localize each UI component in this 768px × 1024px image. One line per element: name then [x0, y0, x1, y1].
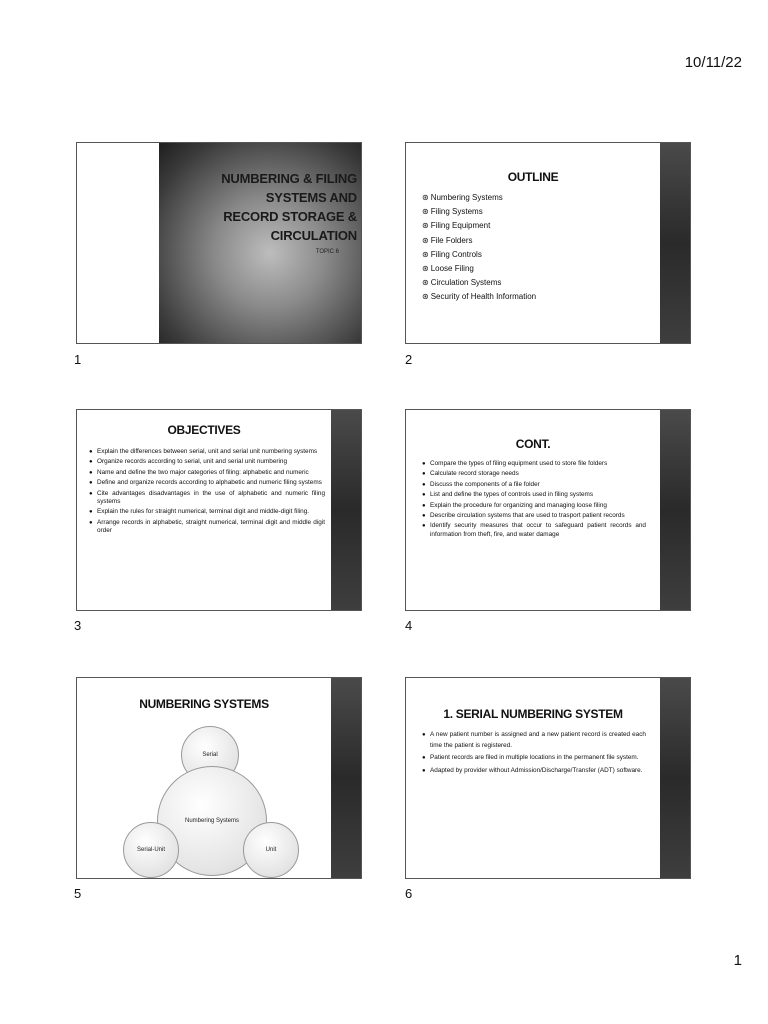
bullet-icon: ●: [422, 461, 426, 467]
list-item: [89, 519, 325, 535]
list-item-text: Filing Controls: [430, 249, 482, 259]
bullet-icon: ●: [422, 755, 426, 762]
circled-bullet-icon: ⊛: [422, 221, 429, 231]
diagram-circle-bottom-left: [123, 822, 179, 878]
slide-side-bar: [331, 410, 361, 610]
serial-list: [422, 730, 646, 779]
list-item-text: Adapted by provider without Admission/Discharge/Transfer (ADT) software.: [430, 766, 643, 774]
list-item-text: Describe circulation systems that are used to trasport patient records: [430, 511, 625, 519]
circled-bullet-icon: ⊛: [422, 235, 429, 245]
circled-bullet-icon: ⊛: [422, 193, 429, 202]
list-item: [422, 290, 536, 304]
bullet-icon: ●: [89, 519, 93, 526]
list-item: [422, 191, 536, 205]
list-item: [89, 469, 325, 477]
list-item: [422, 234, 536, 248]
list-item-text: Filing Systems: [430, 207, 483, 217]
list-item-text: Patient records are filed in multiple locations in the permanent file system.: [430, 754, 639, 762]
list-item-text: Loose Filing: [430, 264, 474, 274]
list-item: [422, 205, 536, 219]
cont-list: [422, 460, 646, 541]
list-item: [422, 470, 646, 478]
slide-2-title: OUTLINE: [507, 170, 559, 184]
bullet-icon: ●: [422, 471, 426, 478]
slide-side-bar: [331, 678, 361, 878]
slide-number: 2: [405, 352, 413, 367]
list-item-text: File Folders: [430, 235, 473, 245]
slide-1-title-line: SYSTEMS AND: [265, 190, 357, 205]
slide-5-title: NUMBERING SYSTEMS: [139, 697, 269, 711]
list-item-text: Identify security measures that occur to safeguard patient records and information from theft, fire, and water damage: [430, 522, 646, 538]
list-item-text: Numbering Systems: [430, 193, 503, 202]
list-item-text: Explain the procedure for organizing and managing loose filing: [430, 501, 607, 509]
slide-side-bar: [660, 678, 690, 878]
slide-1-subtitle: TOPIC 6: [315, 249, 339, 255]
slide-5: [76, 677, 362, 879]
slide-number: 1: [74, 352, 82, 367]
slide-1-title-line: CIRCULATION: [270, 228, 357, 243]
list-item-text: Name and define the two major categories of filing: alphabetic and numeric: [97, 468, 309, 476]
diagram-label: Serial-Unit: [136, 847, 165, 853]
circled-bullet-icon: ⊛: [422, 264, 429, 274]
slide-1-title: [167, 169, 357, 245]
slide-side-bar: [660, 410, 690, 610]
slide-1-title-line: NUMBERING & FILING: [221, 171, 357, 186]
bullet-icon: ●: [422, 523, 426, 530]
bullet-icon: ●: [89, 449, 93, 455]
circled-bullet-icon: ⊛: [422, 292, 429, 302]
list-item: [422, 766, 646, 777]
slide-number: 5: [74, 886, 82, 901]
diagram-label: Unit: [265, 847, 277, 853]
objectives-list: [89, 448, 325, 537]
slide-1-left-panel: [77, 143, 159, 343]
list-item-text: Compare the types of filing equipment used to store file folders: [430, 460, 608, 467]
slide-1-title-line: RECORD STORAGE &: [223, 209, 357, 224]
list-item: [422, 276, 536, 290]
list-item-text: Calculate record storage needs: [430, 470, 519, 478]
list-item: [422, 491, 646, 499]
circled-bullet-icon: ⊛: [422, 278, 429, 288]
list-item-text: Arrange records in alphabetic, straight numerical, terminal digit and middle digit order: [97, 518, 325, 534]
slide-3-title: OBJECTIVES: [167, 423, 241, 437]
list-item-text: Explain the differences between serial, unit and serial unit numbering systems: [97, 448, 318, 455]
slide-number: 6: [405, 886, 413, 901]
circled-bullet-icon: ⊛: [422, 207, 429, 217]
bullet-icon: ●: [89, 490, 93, 497]
list-item: [422, 481, 646, 489]
list-item: [89, 479, 325, 487]
circled-bullet-icon: ⊛: [422, 249, 429, 259]
slide-number: 3: [74, 618, 82, 633]
slide-side-bar: [660, 143, 690, 343]
list-item: [422, 753, 646, 764]
list-item: [89, 458, 325, 466]
bullet-icon: ●: [422, 767, 426, 774]
outline-list: [422, 191, 536, 305]
bullet-icon: ●: [89, 469, 93, 476]
list-item-text: List and define the types of controls used in filing systems: [430, 491, 594, 499]
list-item-text: Define and organize records according to alphabetic and numeric filing systems: [97, 479, 322, 487]
list-item: [422, 219, 536, 233]
list-item: [422, 248, 536, 262]
list-item: [422, 262, 536, 276]
list-item-text: A new patient number is assigned and a new patient record is created each time the patient is registered.: [430, 731, 646, 749]
diagram-label: Serial: [202, 752, 218, 758]
bullet-icon: ●: [89, 459, 93, 466]
bullet-icon: ●: [422, 502, 426, 509]
list-item: [422, 502, 646, 510]
slide-1: [76, 142, 362, 344]
bullet-icon: ●: [422, 492, 426, 499]
list-item: [422, 512, 646, 520]
list-item: [89, 490, 325, 506]
list-item: [89, 448, 325, 456]
diagram-circle-bottom-right: [243, 822, 299, 878]
list-item-text: Filing Equipment: [430, 221, 491, 231]
slide-4: [405, 409, 691, 611]
list-item: [422, 460, 646, 468]
list-item-text: Discuss the components of a file folder: [430, 480, 540, 488]
slide-4-title: CONT.: [515, 437, 551, 451]
bullet-icon: ●: [422, 732, 426, 738]
list-item-text: Cite advantages disadvantages in the use of alphabetic and numeric filing systems: [97, 489, 325, 505]
diagram-label: Numbering Systems: [184, 818, 240, 824]
bullet-icon: ●: [89, 480, 93, 487]
list-item: [89, 508, 325, 516]
slide-6-title: 1. SERIAL NUMBERING SYSTEM: [443, 707, 623, 721]
page-date: 10/11/22: [684, 54, 742, 71]
slide-6: [405, 677, 691, 879]
slide-number: 4: [405, 618, 413, 633]
slide-3: [76, 409, 362, 611]
list-item-text: Security of Health Information: [430, 292, 537, 302]
list-item: [422, 522, 646, 538]
bullet-icon: ●: [89, 509, 93, 516]
list-item-text: Organize records according to serial, unit and serial unit numbering: [97, 458, 288, 466]
list-item-text: Circulation Systems: [430, 278, 502, 288]
page-number: 1: [733, 952, 742, 969]
bullet-icon: ●: [422, 512, 426, 519]
list-item: [422, 730, 646, 751]
list-item-text: Explain the rules for straight numerical, terminal digit and middle-digit filing.: [97, 508, 310, 516]
slide-2: [405, 142, 691, 344]
bullet-icon: ●: [422, 481, 426, 488]
